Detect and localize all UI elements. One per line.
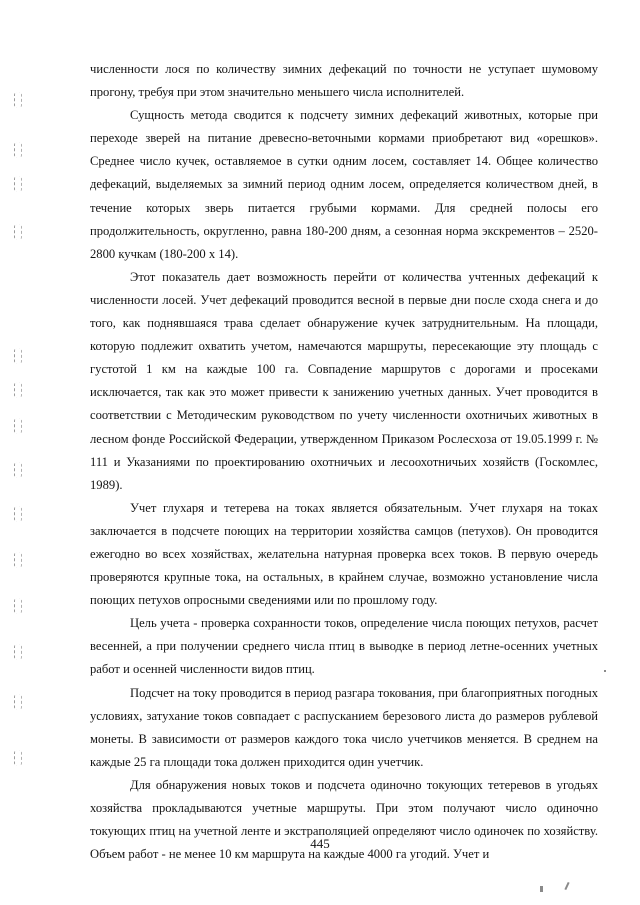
paragraph: Подсчет на току проводится в период разгара токования, при благоприятных погодных условиях, затухание токов совпадает с распусканием березового листа до размеров рублевой монеты. В зависимости от размеров каждого тока число учетчиков меняется. В среднем на каждые 25 га площади тока должен приходится один учетчик. — [90, 685, 598, 769]
scan-speck — [564, 882, 569, 890]
body-text — [90, 58, 598, 866]
paragraph: Для обнаружения новых токов и подсчета одиночно токующих тетеревов в угодьях хозяйства прокладываются учетные маршруты. При этом получают число одиночно токующих птиц на учетной ленте и экстраполяцией определяют число одиночек по хозяйству. Объем работ - не менее 10 км маршрута на каждые 4000 га угодий. Учет и — [90, 777, 598, 862]
paragraph: Цель учета - проверка сохранности токов, определение числа поющих петухов, расчет весенней, а при получении среднего числа птиц в выводке в период летне-осенних учетных работ и осенней численности видов птиц. — [90, 616, 598, 677]
paragraph: Этот показатель дает возможность перейти от количества учтенных дефекаций к численности лосей. Учет дефекаций проводится весной в первые дни после схода снега и до того, как поднявшаяся трава сделает обнаружение кучек затруднительным. На площади, которую подлежит охватить учетом, намечаются маршруты, пересекающие эту площадь с густотой 1 км на каждые 100 га. Совпадение маршрутов с дорогами и просеками исключается, так как это может привести к занижению учетных данных. Учет проводится в соответствии с Методическим руководством по учету численности охотничьих животных в лесном фонде Российской Федерации, утвержденном Приказом Рослесхоза от 19.05.1999 г. № 111 и Указаниями по проектированию охотничьих и лесоохотничьих хозяйств (Госкомлес, 1989). — [90, 269, 598, 492]
binding-holes — [10, 90, 30, 790]
paragraph: Сущность метода сводится к подсчету зимних дефекаций животных, которые при переходе зверей на питание древесно-веточными кормами приобретают вид «орешков». Среднее число кучек, оставляемое в сутки одним лосем, составляет 14. Общее количество дефекаций, выделяемых за зимний период одним лосем, определяется количеством дней, в течение которых зверь питается грубыми кормами. Для средней полосы его продолжительность, округленно, равна 180-200 дням, а сезонная норма экскрементов – 2520-2800 кучкам (180-200 х 14). — [90, 108, 598, 261]
scan-speck — [604, 670, 606, 672]
paragraph: Учет глухаря и тетерева на токах является обязательным. Учет глухаря на токах заключается в подсчете поющих на территории хозяйства самцов (петухов). Он проводится ежегодно во всех хозяйствах, желательна натурная проверка всех токов. В первую очередь проверяются крупные тока, на остальных, в крайнем случае, возможно установление числа поющих петухов опросными сведениями или по прошлому году. — [90, 500, 598, 608]
scan-speck — [540, 886, 543, 892]
page-number: 445 — [310, 836, 330, 851]
paragraph: численности лося по количеству зимних дефекаций по точности не уступает шумовому прогону, требуя при этом значительно меньшего числа исполнителей. — [90, 62, 598, 100]
